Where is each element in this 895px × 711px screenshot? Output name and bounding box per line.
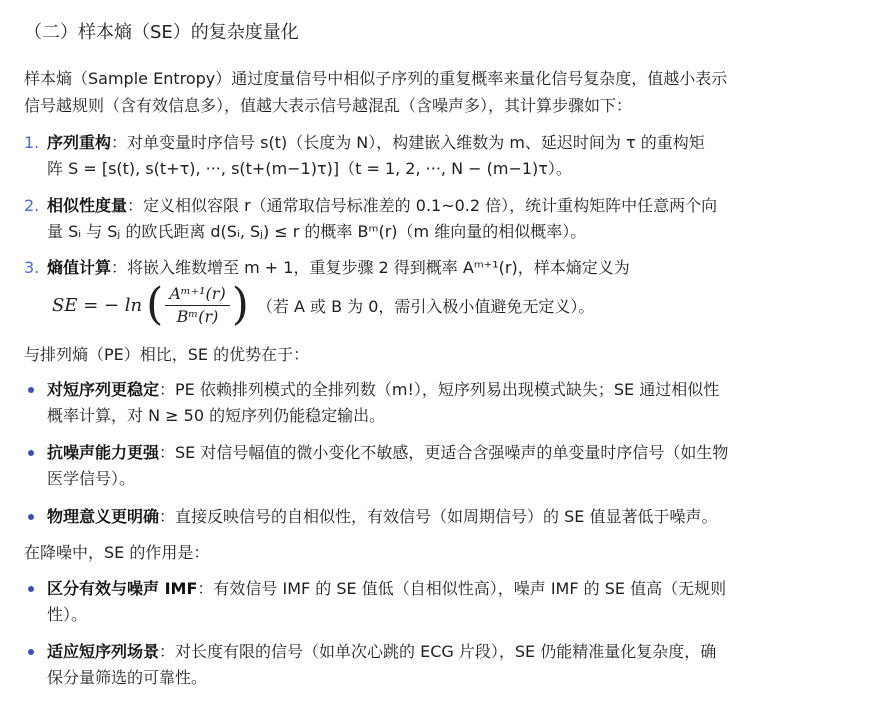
left-paren: ( [146, 279, 164, 330]
bullet-dot [28, 514, 34, 520]
bullet-dot [28, 450, 34, 456]
intro-line-1: 样本熵（Sample Entropy）通过度量信号中相似子序列的重复概率来量化信号复杂度，值越小表示 [24, 69, 728, 88]
role-1-line-2: 性）。 [47, 605, 88, 624]
bullet-dot [28, 387, 34, 393]
step-title: 熵值计算 [47, 258, 112, 277]
advantage-text: ：直接反映信号的自相似性，有效信号（如周期信号）的 SE 值显著低于噪声。 [159, 507, 718, 526]
right-paren: ) [231, 279, 249, 330]
advantage-title: 对短序列更稳定 [47, 380, 160, 399]
advantage-title: 物理意义更明确 [47, 507, 160, 526]
role-2-line-2: 保分量筛选的可靠性。 [47, 668, 208, 687]
step-1-line-2: 阵 S = [s(t), s(t+τ), ···, s(t+(m−1)τ)]（t = 1, 2, ···, N − (m−1)τ）。 [47, 159, 572, 178]
role-title: 区分有效与噪声 IMF [47, 579, 198, 598]
role-title: 适应短序列场景 [47, 642, 160, 661]
sample-entropy-formula [52, 280, 594, 330]
step-text: ：将嵌入维数增至 m + 1，重复步骤 2 得到概率 Aᵐ⁺¹(r)，样本熵定义为 [111, 258, 630, 277]
step-number: 3. [24, 258, 40, 277]
advantage-2-line-2: 医学信号）。 [47, 469, 136, 488]
step-1-line-1 [47, 131, 705, 155]
advantage-1-line-2: 概率计算，对 N ≥ 50 的短序列仍能稳定输出。 [47, 406, 386, 425]
step-text: ：对单变量时序信号 s(t)（长度为 N），构建嵌入维数为 m、延迟时间为 τ 的重构矩 [111, 133, 705, 152]
step-2-line-1 [47, 194, 717, 218]
bullet-dot [28, 586, 34, 592]
denoise-intro: 在降噪中，SE 的作用是： [24, 543, 210, 562]
step-number: 2. [24, 196, 40, 215]
formula-fraction [165, 283, 229, 328]
advantage-text: ：SE 对信号幅值的微小变化不敏感，更适合含强噪声的单变量时序信号（如生物 [159, 443, 729, 462]
step-text: ：定义相似容限 r（通常取信号标准差的 0.1~0.2 倍），统计重构矩阵中任意两个向 [127, 196, 718, 215]
role-text: ：有效信号 IMF 的 SE 值低（自相似性高），噪声 IMF 的 SE 值高（无规则 [197, 579, 727, 598]
advantage-title: 抗噪声能力更强 [47, 443, 160, 462]
formula-note: （若 A 或 B 为 0，需引入极小值避免无定义）。 [256, 296, 595, 316]
formula-numerator: Aᵐ⁺¹(r) [165, 283, 229, 306]
compare-intro: 与排列熵（PE）相比，SE 的优势在于： [24, 345, 310, 364]
advantage-2-line-1 [47, 441, 728, 465]
role-1-line-1 [47, 577, 726, 601]
intro-line-2: 信号越规则（含有效信息多），值越大表示信号越混乱（含噪声多），其计算步骤如下： [24, 96, 633, 115]
step-3-line-1 [47, 256, 630, 280]
bullet-dot [28, 649, 34, 655]
step-title: 相似性度量 [47, 196, 128, 215]
step-number: 1. [24, 133, 40, 152]
advantage-3-line-1 [47, 505, 717, 529]
advantage-text: ：PE 依赖排列模式的全排列数（m!），短序列易出现模式缺失；SE 通过相似性 [159, 380, 720, 399]
formula-denominator: Bᵐ(r) [176, 306, 219, 326]
advantage-1-line-1 [47, 378, 719, 402]
role-text: ：对长度有限的信号（如单次心跳的 ECG 片段），SE 仍能精准量化复杂度，确 [159, 642, 717, 661]
step-2-line-2: 量 Sᵢ 与 Sⱼ 的欧氏距离 d(Sᵢ, Sⱼ) ≤ r 的概率 Bᵐ(r)（m 维向量的相似概率）。 [47, 222, 587, 241]
section-heading: （二）样本熵（SE）的复杂度量化 [24, 22, 299, 43]
step-title: 序列重构 [47, 133, 112, 152]
formula-lhs: SE = − ln [52, 294, 143, 316]
role-2-line-1 [47, 640, 716, 664]
